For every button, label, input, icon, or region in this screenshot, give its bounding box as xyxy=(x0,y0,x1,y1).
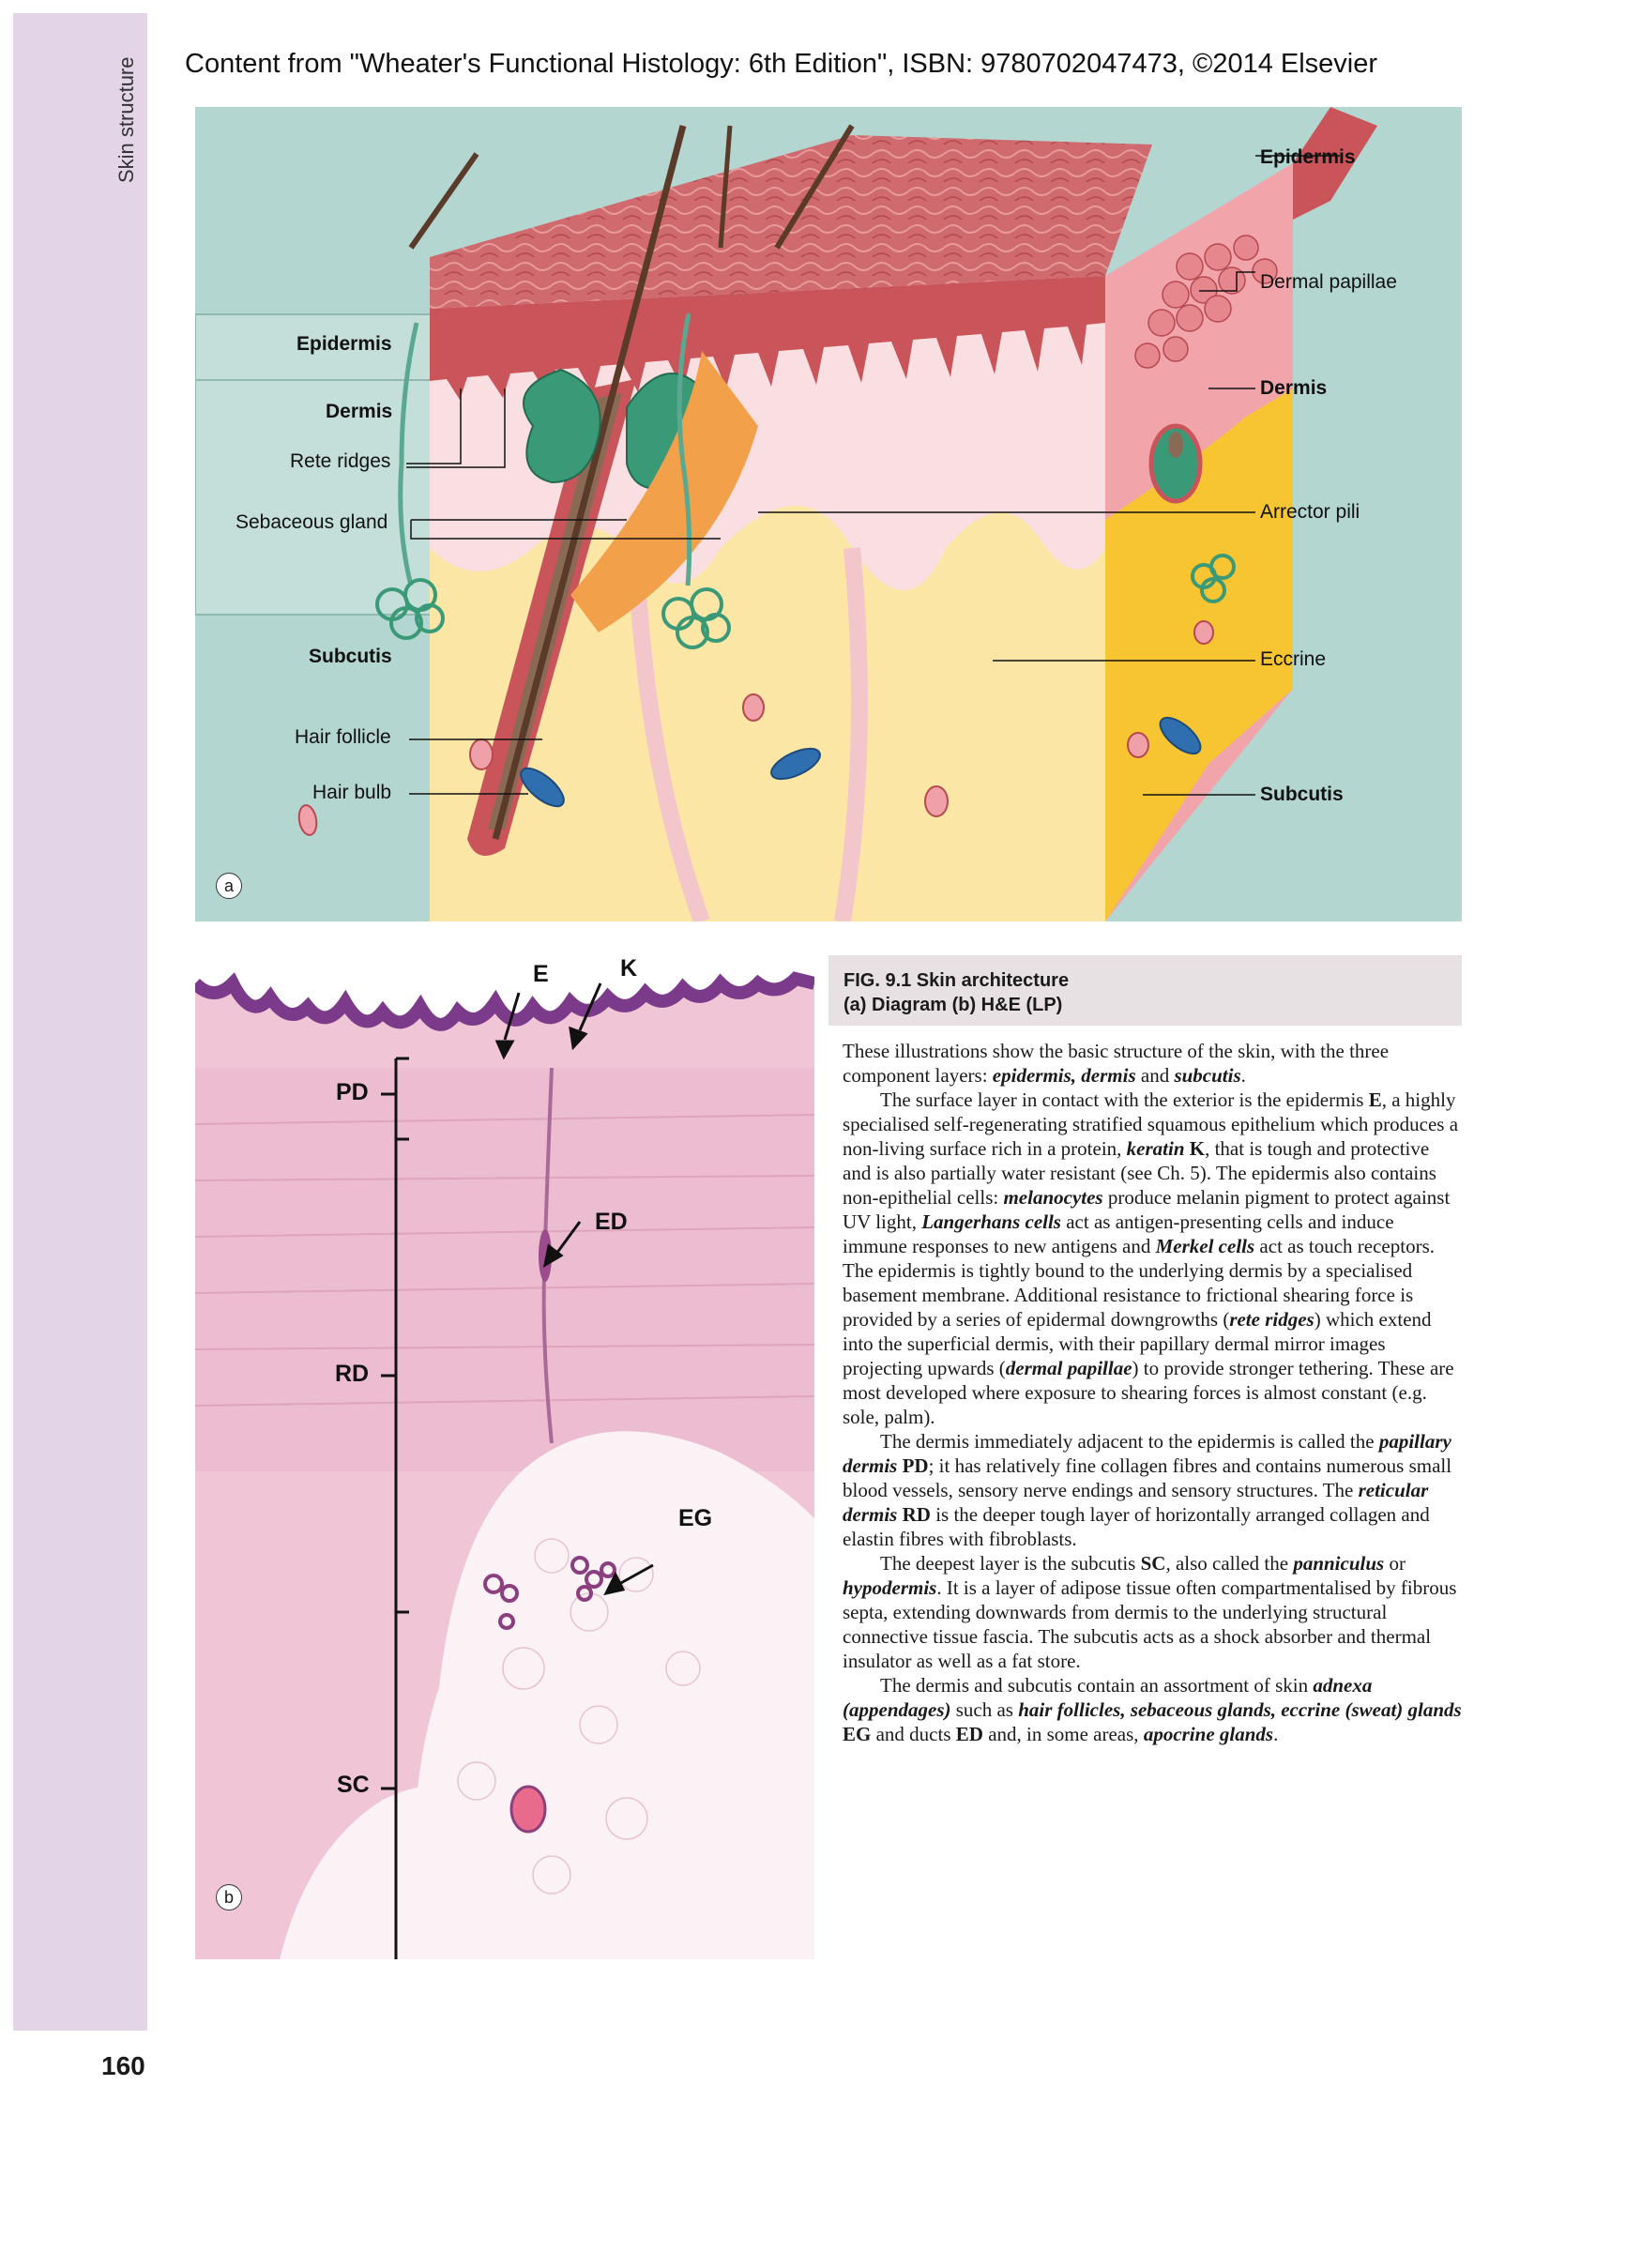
text-run: ; it has relatively fine collagen fibres and contains numerous small blood vessels, sensory nerve endings and sensory structures. The xyxy=(843,1454,1452,1501)
label-sebaceous-gland: Sebaceous gland xyxy=(236,511,388,533)
text-run: is the deeper tough layer of horizontally arranged collagen and elastin fibres with fibroblasts. xyxy=(843,1503,1430,1550)
label-eg: EG xyxy=(678,1505,713,1531)
emphasis-term: apocrine glands xyxy=(1143,1723,1274,1745)
panel-a-marker: a xyxy=(216,873,242,899)
figure-caption-box xyxy=(828,955,1462,1026)
label-right-epidermis: Epidermis xyxy=(1260,146,1356,168)
body-text xyxy=(843,1039,1462,1746)
text-run: , also called the xyxy=(1165,1552,1294,1575)
paragraph-3 xyxy=(843,1429,1462,1551)
label-left-epidermis: Epidermis xyxy=(296,333,392,355)
label-k: K xyxy=(620,955,638,982)
label-e: E xyxy=(533,961,549,987)
emphasis-term: keratin xyxy=(1126,1137,1185,1160)
figure-label-ref: ED xyxy=(955,1723,983,1745)
label-sc: SC xyxy=(337,1772,370,1798)
emphasis-term: melanocytes xyxy=(1003,1186,1103,1209)
text-run: ) which extend into the superficial dermis, with their papillary dermal mirror images projecting upwards ( xyxy=(843,1308,1432,1379)
page-header: Content from "Wheater's Functional Histology: 6th Edition", ISBN: 9780702047473, ©2014 Elsevier xyxy=(185,49,1378,79)
caption-title xyxy=(843,968,1069,1017)
text-run: These illustrations show the basic structure of the skin, with the three component layers: xyxy=(843,1040,1390,1087)
label-pd: PD xyxy=(336,1079,369,1105)
emphasis-term: adnexa (appendages) xyxy=(843,1674,1373,1721)
text-run: and xyxy=(1135,1064,1175,1087)
label-rete-ridges: Rete ridges xyxy=(290,450,391,472)
panel-b-marker: b xyxy=(216,1884,242,1910)
side-label: Skin structure xyxy=(114,56,138,183)
label-arrector-pili: Arrector pili xyxy=(1260,501,1360,523)
micrograph-art xyxy=(195,955,814,1959)
text-run: act as antigen-presenting cells and induce immune responses to new antigens and xyxy=(843,1210,1394,1257)
label-rd: RD xyxy=(335,1361,370,1387)
figure-label-ref: E xyxy=(1368,1088,1382,1111)
emphasis-term: dermal papillae xyxy=(1005,1357,1132,1379)
text-run: . xyxy=(1273,1723,1279,1745)
label-hair-bulb: Hair bulb xyxy=(312,782,392,803)
text-run: The deepest layer is the subcutis xyxy=(880,1552,1141,1575)
text-run: act as touch receptors. The epidermis is tightly bound to the underlying dermis by a specialised basement membrane. Additional resistance to frictional shearing force is provided by a series of epidermal downgrowths ( xyxy=(843,1235,1436,1331)
label-dermal-papillae: Dermal papillae xyxy=(1260,271,1397,293)
emphasis-term: papillary dermis xyxy=(843,1430,1451,1477)
figure-label-ref: EG xyxy=(843,1723,872,1745)
emphasis-term: subcutis xyxy=(1174,1064,1241,1087)
emphasis-term: reticular dermis xyxy=(843,1479,1429,1526)
text-run: The dermis immediately adjacent to the epidermis is called the xyxy=(880,1430,1379,1453)
figure-label-ref: PD xyxy=(902,1454,929,1477)
text-run: or xyxy=(1384,1552,1406,1575)
emphasis-term: rete ridges xyxy=(1229,1308,1314,1331)
paragraph-5 xyxy=(843,1673,1462,1746)
paragraph-2 xyxy=(843,1088,1462,1429)
text-run: The dermis and subcutis contain an assortment of skin xyxy=(880,1674,1314,1697)
emphasis-term: hypodermis xyxy=(843,1576,937,1599)
label-eccrine: Eccrine xyxy=(1260,648,1327,670)
text-run: , that is tough and protective and is also partially water resistant (see Ch. 5). The epidermis also contains non-epithelial cells: xyxy=(843,1137,1436,1209)
emphasis-term: epidermis, dermis xyxy=(992,1064,1136,1087)
text-run: and ducts xyxy=(871,1723,956,1745)
paragraph-1 xyxy=(843,1039,1462,1088)
emphasis-term: Merkel cells xyxy=(1155,1235,1255,1257)
text-run: , a highly specialised self-regenerating stratified squamous epithelium which produces a non-living surface rich in a protein, xyxy=(843,1088,1459,1160)
text-run: The surface layer in contact with the exterior is the epidermis xyxy=(880,1088,1369,1111)
figure-label-ref: RD xyxy=(902,1503,931,1526)
emphasis-term: Langerhans cells xyxy=(921,1210,1061,1233)
text-run: . It is a layer of adipose tissue often compartmentalised by fibrous septa, extending downwards from dermis to the underlying structural connective tissue fascia. The subcutis acts as a shock absorber and thermal insulator as well as a fat store. xyxy=(843,1576,1457,1672)
label-right-dermis: Dermis xyxy=(1260,377,1328,399)
figure-b-micrograph xyxy=(195,955,814,1959)
label-hair-follicle: Hair follicle xyxy=(295,726,391,748)
label-left-subcutis: Subcutis xyxy=(309,646,392,667)
text-run: produce melanin pigment to protect against UV light, xyxy=(843,1186,1451,1233)
label-right-subcutis: Subcutis xyxy=(1260,784,1344,805)
label-ed: ED xyxy=(595,1209,628,1235)
label-left-dermis: Dermis xyxy=(326,401,393,422)
text-run: ) to provide stronger tethering. These are most developed where exposure to shearing forces is almost constant (e.g. sole, palm). xyxy=(843,1357,1454,1428)
text-run: . xyxy=(1240,1064,1246,1087)
emphasis-term: hair follicles, sebaceous glands, eccrine (sweat) glands xyxy=(1018,1698,1462,1721)
caption-line-2: (a) Diagram (b) H&E (LP) xyxy=(843,995,1063,1015)
figure-label-ref: SC xyxy=(1140,1552,1166,1575)
paragraph-4 xyxy=(843,1551,1462,1673)
page-number: 160 xyxy=(101,2051,145,2080)
emphasis-term: panniculus xyxy=(1293,1552,1385,1575)
figure-a-diagram xyxy=(195,107,1462,921)
figure-label-ref: K xyxy=(1189,1137,1206,1160)
text-run: and, in some areas, xyxy=(982,1723,1144,1745)
caption-line-1: FIG. 9.1 Skin architecture xyxy=(843,970,1070,991)
side-strip xyxy=(13,13,147,2031)
text-run: such as xyxy=(950,1698,1019,1721)
